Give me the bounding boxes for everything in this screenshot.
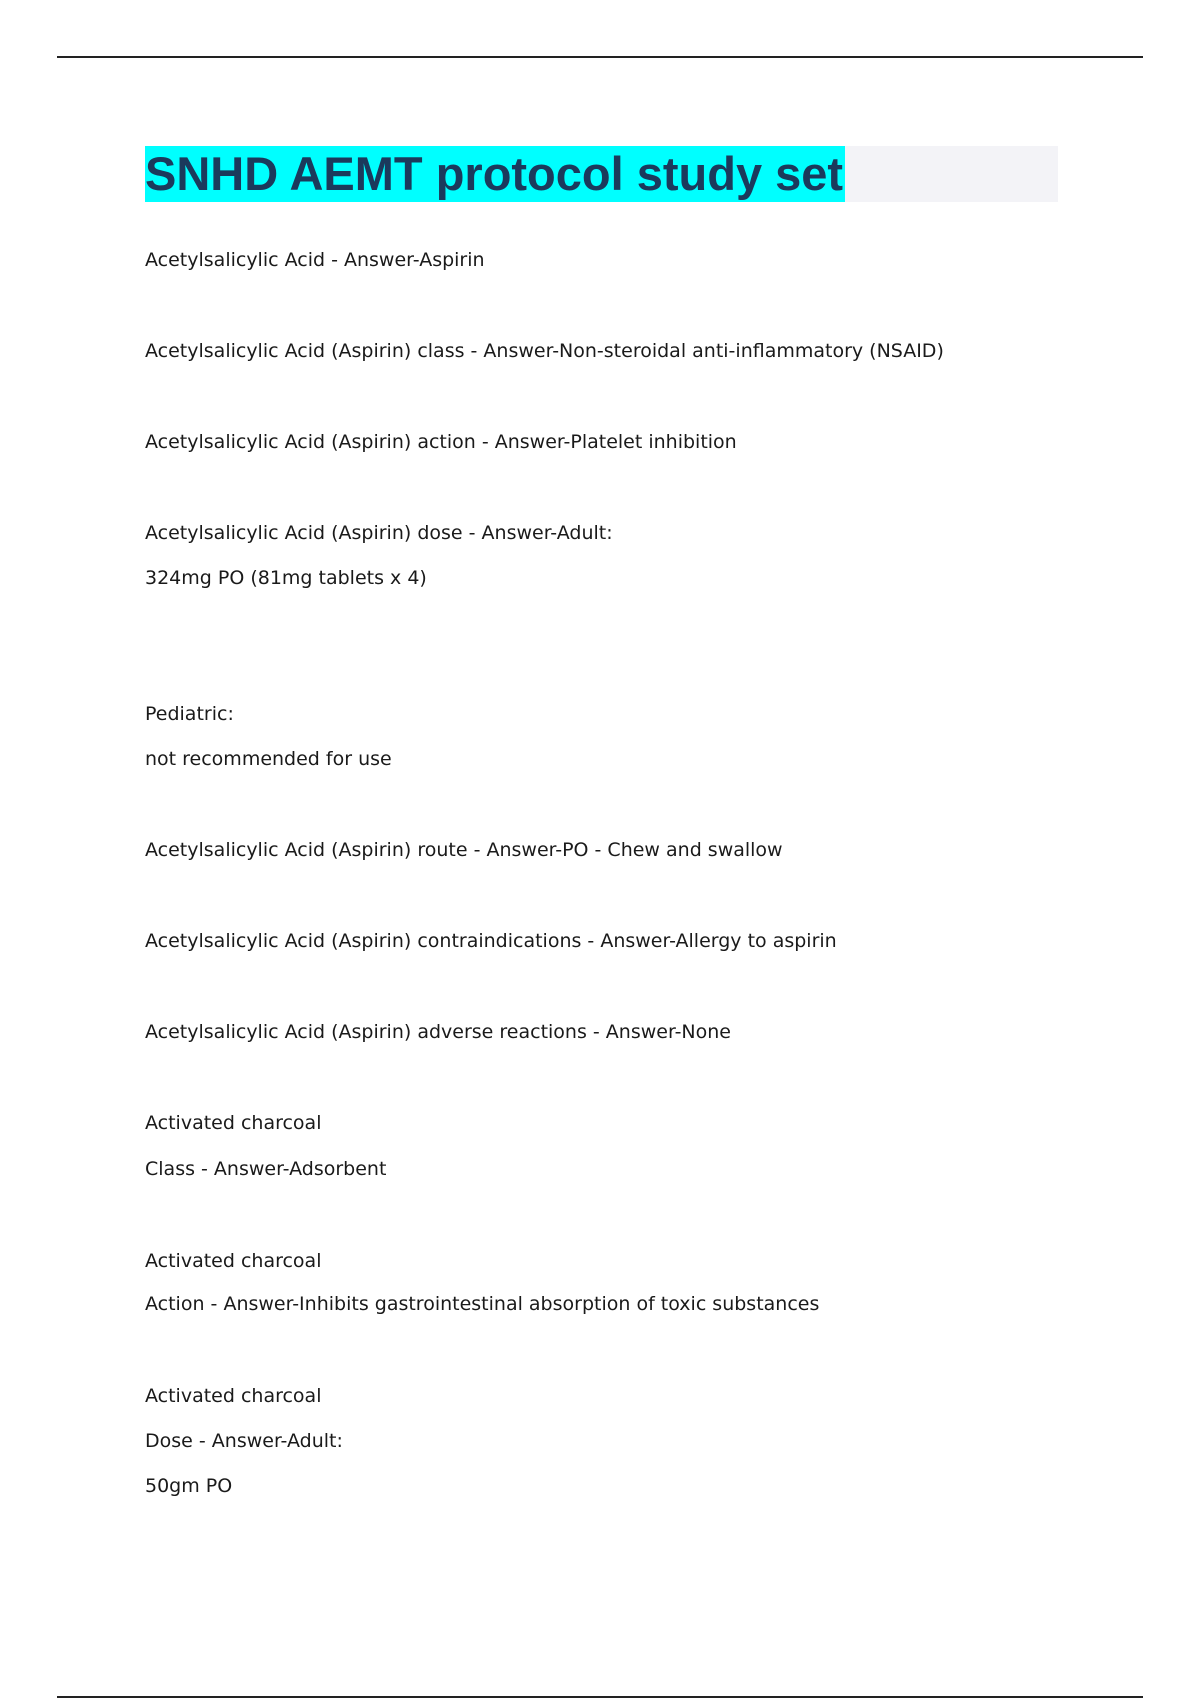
text-line: Acetylsalicylic Acid (Aspirin) route - Answer-PO - Chew and swallow bbox=[145, 839, 783, 861]
text-line: Acetylsalicylic Acid (Aspirin) dose - Answer-Adult: bbox=[145, 522, 613, 544]
text-line: not recommended for use bbox=[145, 748, 392, 770]
text-line: Activated charcoal bbox=[145, 1385, 322, 1407]
bottom-rule bbox=[57, 1696, 1143, 1698]
text-line: 324mg PO (81mg tablets x 4) bbox=[145, 567, 427, 589]
text-line: Class - Answer-Adsorbent bbox=[145, 1158, 387, 1180]
text-line: Acetylsalicylic Acid (Aspirin) action - Answer-Platelet inhibition bbox=[145, 431, 737, 453]
top-rule bbox=[57, 56, 1143, 58]
page-title: SNHD AEMT protocol study set bbox=[145, 147, 844, 200]
text-line: 50gm PO bbox=[145, 1475, 233, 1497]
text-line: Action - Answer-Inhibits gastrointestinal absorption of toxic substances bbox=[145, 1293, 820, 1315]
text-line: Acetylsalicylic Acid (Aspirin) adverse reactions - Answer-None bbox=[145, 1021, 731, 1043]
text-line: Acetylsalicylic Acid - Answer-Aspirin bbox=[145, 249, 485, 271]
text-line: Dose - Answer-Adult: bbox=[145, 1430, 343, 1452]
text-line: Activated charcoal bbox=[145, 1112, 322, 1134]
text-line: Acetylsalicylic Acid (Aspirin) contraindications - Answer-Allergy to aspirin bbox=[145, 930, 837, 952]
text-line: Pediatric: bbox=[145, 703, 234, 725]
text-line: Activated charcoal bbox=[145, 1250, 322, 1272]
text-line: Acetylsalicylic Acid (Aspirin) class - Answer-Non-steroidal anti-inflammatory (NSAID) bbox=[145, 340, 944, 362]
